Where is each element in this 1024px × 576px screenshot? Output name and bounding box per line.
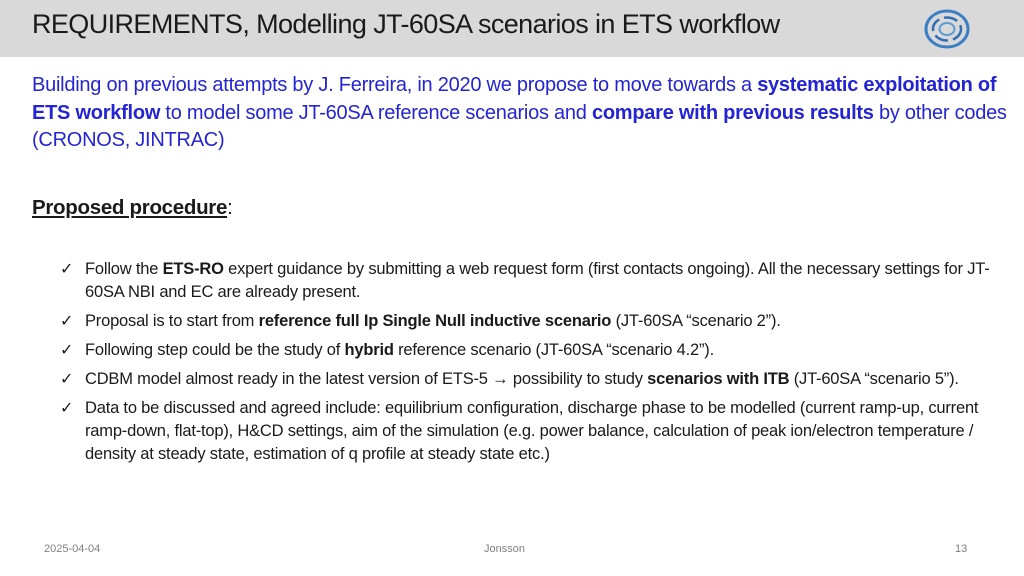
item-bold: hybrid [344, 341, 394, 359]
list-item [60, 368, 1010, 391]
intro-paragraph [32, 72, 1022, 155]
footer-author: Jonsson [484, 543, 525, 555]
item-text: reference scenario (JT-60SA “scenario 4.2”). [393, 341, 714, 359]
fusion-ring-logo-icon [922, 8, 972, 50]
check-icon: ✓ [60, 261, 74, 278]
item-text: possibility to study [508, 370, 648, 388]
procedure-list [60, 258, 1010, 472]
item-text: (JT-60SA “scenario 2”). [611, 312, 781, 330]
item-text: Follow the [85, 260, 163, 278]
item-text: Following step could be the study of [85, 341, 345, 359]
intro-text-3: by other codes (CRONOS, JINTRAC) [32, 101, 1007, 151]
slide-number: 13 [955, 543, 968, 555]
item-text: CDBM model almost ready in the latest version of ETS-5 [85, 370, 493, 388]
footer-date: 2025-04-04 [44, 543, 101, 555]
item-text: Data to be discussed and agreed include: equilibrium configuration, discharge phase to be modelled (current ramp-up, current ramp-down, flat-top), H&CD settings, aim of the simulation (e.g. power balance, calculation of peak ion/electron temperature / density at steady state, estimation of q profile at steady state etc.) [85, 399, 979, 463]
intro-bold-1: systematic exploitation of ETS workflow [32, 74, 997, 124]
intro-text-2: to model some JT-60SA reference scenarios and [160, 101, 592, 124]
right-arrow-icon: → [492, 370, 509, 388]
list-item [60, 397, 1010, 466]
check-icon: ✓ [60, 371, 74, 388]
item-bold: ETS-RO [162, 260, 224, 278]
check-icon: ✓ [60, 342, 74, 359]
item-text: expert guidance by submitting a web request form (first contacts ongoing). All the necessary settings for JT-60SA NBI and EC are already present. [85, 260, 990, 301]
list-item [60, 258, 1010, 304]
slide-title: REQUIREMENTS, Modelling JT-60SA scenarios in ETS workflow [32, 9, 780, 39]
procedure-heading-text: Proposed procedure [32, 196, 228, 219]
item-text: Proposal is to start from [85, 312, 259, 330]
check-icon: ✓ [60, 313, 74, 330]
intro-bold-2: compare with previous results [591, 101, 874, 124]
item-bold: scenarios with ITB [647, 370, 790, 388]
item-bold: reference full Ip Single Null inductive scenario [258, 312, 612, 330]
item-text: (JT-60SA “scenario 5”). [789, 370, 959, 388]
list-item [60, 339, 1010, 362]
procedure-heading-colon: : [227, 196, 233, 219]
procedure-heading [32, 196, 233, 220]
intro-text-1: Building on previous attempts by J. Ferreira, in 2020 we propose to move towards a [32, 74, 758, 96]
check-icon: ✓ [60, 400, 74, 417]
list-item [60, 310, 1010, 333]
slide-header [0, 0, 1024, 57]
